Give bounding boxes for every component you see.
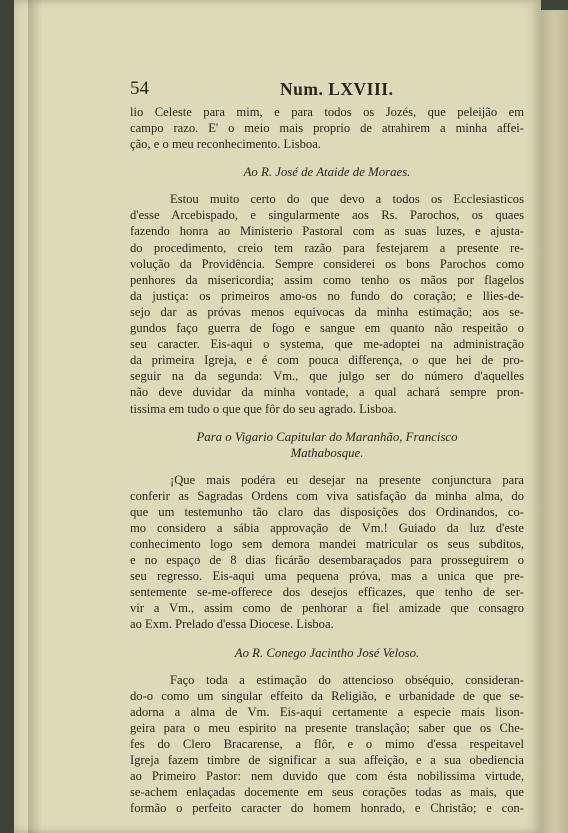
gutter-shadow	[28, 0, 42, 833]
text-line: seu caracter. Eis-aqui o systema, que me-adoptei na administração	[130, 337, 524, 352]
text-line: e no espaço de 8 dias ficárão desembaraçados para prosseguirem o	[130, 553, 524, 568]
running-head	[130, 78, 524, 104]
page-number: 54	[130, 78, 149, 99]
text-line: fazendo honra ao Ministerio Pastoral com as suas luzes, e ajusta-	[130, 224, 524, 239]
text-line: campo razo. E' o meio mais proprio de atrahirem a minha affei-	[130, 121, 524, 136]
text-line: da primeira Igreja, e é com pouca differença, o que hei de pro-	[130, 353, 524, 368]
spacer	[130, 152, 524, 164]
text-line: adorna a alma de Vm. Eis-aqui certamente a especie mais lison-	[130, 704, 524, 719]
text-line: ção, e o meu reconhecimento. Lisboa.	[130, 137, 321, 152]
text-line: ao Exm. Prelado d'essa Diocese. Lisboa.	[130, 617, 334, 632]
text-line: se-achem enlaçadas docemente em seus corações todas as mais, que	[130, 785, 524, 800]
text-line: lio Celeste para mim, e para todos os Jozés, que peleijão em	[130, 105, 524, 119]
letter-heading: Mathabosque.	[290, 445, 364, 460]
text-line: sejo dar as próvas menos equivocas da minha estimação; aos se-	[130, 304, 524, 319]
paragraph	[130, 104, 524, 152]
paragraph	[130, 191, 524, 416]
text-line: seguir na da segunda: Vm., que julgo ser do número d'aquelles	[130, 369, 524, 384]
text-line: que um testemunho tão claro das disposições dos Ordinandos, co-	[130, 504, 524, 519]
text-line: tissima em tudo o que que fôr do seu agrado. Lisboa.	[130, 401, 397, 416]
text-line: conferir as Sagradas Ordens com viva satisfação da minha alma, do	[130, 488, 524, 503]
text-line: ao Primeiro Pastor: nem duvido que com ésta nobilissima virtude,	[130, 769, 524, 784]
spacer	[130, 661, 524, 672]
text-line: geira para o meu espirito na presente translação; saber que os Che-	[130, 720, 524, 735]
text-line: sentemente se-me-offerece dos desejos efficazes, que tenho de ser-	[130, 585, 524, 600]
text-line: mo considero a sábia approvação de Vm.! Guiado da luz d'este	[130, 520, 524, 535]
document-body	[130, 104, 524, 816]
letter-heading: Para o Vigario Capitular do Maranhão, Francisco	[196, 429, 458, 444]
text-line: volução da Providência. Sempre considerei os bons Parochos como	[130, 256, 524, 271]
text-line: do-o como um singular effeito da Religião, e urbanidade de que se-	[130, 688, 524, 703]
adjacent-page-edge	[540, 10, 568, 833]
text-line: da justiça: os primeiros amo-os no fundo do coração; e llies-de-	[130, 288, 524, 303]
text-line: Faço toda a estimação do attencioso obséquio, consideran-	[170, 672, 524, 687]
text-line: gundos faço guerra de fogo e sangue em quanto não respeitão o	[130, 321, 524, 336]
text-line: ¡Que mais podéra eu desejar na presente conjunctura para	[170, 472, 524, 487]
spacer	[130, 633, 524, 645]
text-line: conhecimento logo sem demora mandei matricular os seus subditos,	[130, 536, 524, 551]
text-line: d'esse Arcebispado, e singularmente aos Rs. Parochos, os quaes	[130, 208, 524, 223]
page-text-block	[130, 78, 524, 816]
spacer	[130, 180, 524, 191]
letter-heading: Ao R. Conego Jacintho José Veloso.	[234, 645, 420, 660]
text-line: Estou muito certo do que devo a todos os Ecclesiasticos	[170, 192, 524, 207]
page-title: Num. LXVIII.	[280, 79, 394, 99]
book-page	[14, 0, 541, 833]
text-line: formão o perfeito caracter do homem honrado, e Christão; e con-	[130, 801, 524, 816]
paragraph	[130, 472, 524, 633]
text-line: vir a Vm., assim como de penhorar a fiel amizade que consagro	[130, 601, 524, 616]
spacer	[130, 417, 524, 429]
text-line: não deve duvidar da minha vontade, a qual achará sempre pron-	[130, 385, 524, 400]
letter-heading: Ao R. José de Ataide de Moraes.	[243, 165, 411, 180]
paragraph	[130, 672, 524, 817]
text-line: do procedimento, creio tem razão para festejarem a presente re-	[130, 240, 524, 255]
text-line: Igreja fazem timbre de significar a sua affeição, e a sua obediencia	[130, 753, 524, 767]
text-line: fes do Clero Bracarense, a flôr, e o mimo d'essa respeitavel	[130, 736, 524, 751]
spacer	[130, 461, 524, 472]
text-line: seu regresso. Eis-aqui uma pequena próva, mas a unica que pre-	[130, 569, 524, 584]
text-line: penhores da misericordia; assim como tenho os mãos por flagelos	[130, 272, 524, 287]
